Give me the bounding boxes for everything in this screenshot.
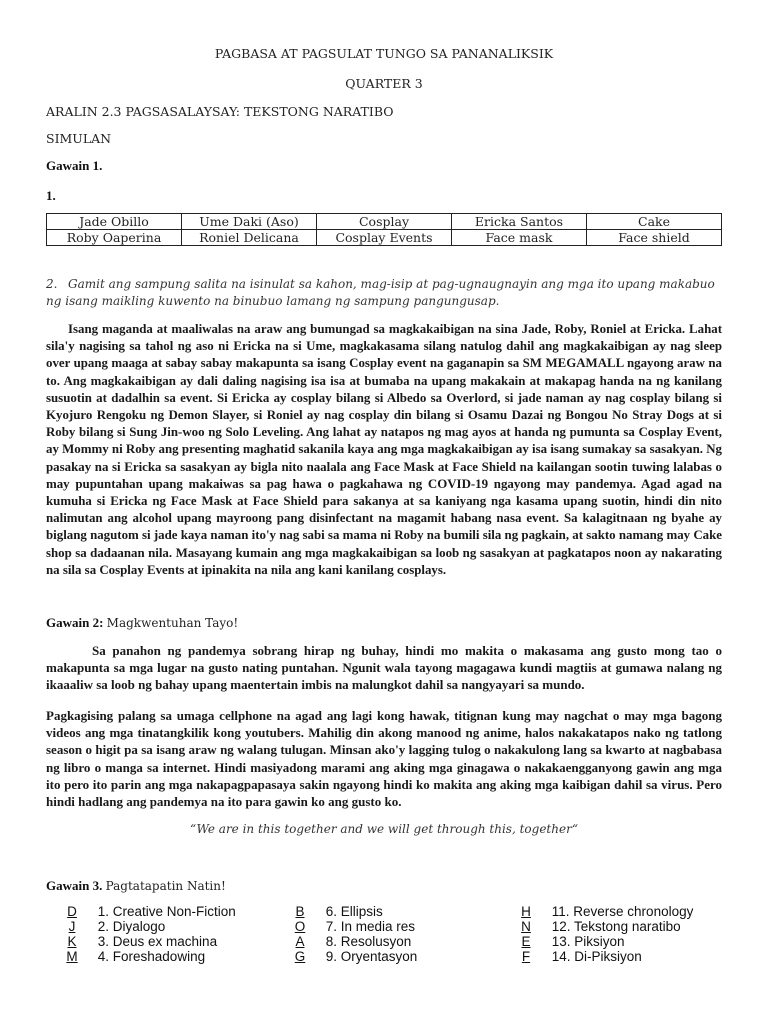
table-cell: Face mask (452, 230, 587, 246)
simulan-heading: SIMULAN (46, 131, 112, 146)
aralin-heading: ARALIN 2.3 PAGSASALAYSAY: TEKSTONG NARATIBO (46, 104, 394, 119)
list-item (278, 904, 417, 919)
list-item (504, 919, 693, 934)
item-text: 9. Oryentasyon (325, 949, 418, 964)
gawain2-paragraph-1: Sa panahon ng pandemya sobrang hirap ng buhay, hindi mo makita o makasama ang gusto mong tao o makapunta sa mga lugar na gusto nating puntahan. Ngunit wala tayong magagawa kundi magtiis at gumawa nalang ng ikaaaliw sa loob ng bahay upang maentertain imbis na malungkot dahil sa nangyayari sa mundo. (46, 643, 722, 693)
table-cell: Roniel Delicana (182, 230, 317, 246)
gawain1-label: Gawain 1. (46, 158, 103, 173)
matching-column-1 (50, 904, 236, 964)
gawain3-heading (46, 878, 226, 894)
gawain3-subtitle: Pagtatapatin Natin! (105, 879, 226, 893)
item-text: 6. Ellipsis (325, 904, 383, 919)
matching-column-3 (504, 904, 693, 964)
table-row (47, 214, 722, 230)
answer-blank: A (295, 934, 305, 949)
gawain2-label: Gawain 2: (46, 615, 104, 630)
gawain2-paragraph-2: Pagkagising palang sa umaga cellphone na agad ang lagi kong hawak, titignan kung may nagchat o may mga bagong videos ang mga tinatangkilik kong youtubers. Mahilig din akong manood ng anime, halos nakakatapos nako ng tatlong season o higit pa sa isang araw ng walang tulugan. Minsan ako'y lagging tulog o nakakulong lang sa kwarto at nagbabasa ng libro o manga sa internet. Hindi masiyadong marami ang aking mga ginagawa o nakakaengganyong gawin ang mga ito pero ito parin ang mga nakapagpapasaya sakin ngayong hindi ko makita ang aking mga kaibigan dahil sa virus. Pero hindi hadlang ang pandemya na ito para gawin ko ang gusto ko. (46, 708, 722, 810)
gawain1-item1-number: 1. (46, 188, 56, 203)
table-cell: Ume Daki (Aso) (182, 214, 317, 230)
list-item (50, 949, 236, 964)
table-cell: Cosplay Events (317, 230, 452, 246)
item-text: 2. Diyalogo (97, 919, 166, 934)
answer-blank: M (66, 949, 78, 964)
answer-blank: D (67, 904, 77, 919)
list-item (504, 904, 693, 919)
matching-column-2 (278, 904, 417, 964)
table-row (47, 230, 722, 246)
item-text: 12. Tekstong naratibo (551, 919, 681, 934)
table-cell: Ericka Santos (452, 214, 587, 230)
list-item (50, 904, 236, 919)
answer-blank: K (67, 934, 77, 949)
list-item (278, 919, 417, 934)
table-cell: Jade Obillo (47, 214, 182, 230)
list-item (278, 949, 417, 964)
quarter-label: QUARTER 3 (345, 76, 423, 91)
table-cell: Cake (587, 214, 722, 230)
document-title: PAGBASA AT PAGSULAT TUNGO SA PANANALIKSIK (214, 46, 554, 61)
word-table (46, 213, 722, 246)
gawain2-subtitle: Magkwentuhan Tayo! (106, 616, 239, 630)
item-text: 13. Piksiyon (551, 934, 625, 949)
list-item (50, 934, 236, 949)
answer-blank: E (521, 934, 531, 949)
gawain2-heading (46, 615, 238, 631)
item-text: 1. Creative Non-Fiction (97, 904, 236, 919)
item-text: 8. Resolusyon (325, 934, 412, 949)
answer-blank: G (294, 949, 306, 964)
gawain1-item2 (46, 276, 722, 310)
answer-blank: B (295, 904, 305, 919)
table-cell: Cosplay (317, 214, 452, 230)
gawain1-item2-instructions: Gamit ang sampung salita na isinulat sa kahon, mag-isip at pag-ugnaugnayin ang mga ito upang makabuo ng isang maikling kuwento na binubuo lamang ng sampung pangungusap. (46, 277, 715, 308)
answer-blank: J (68, 919, 76, 934)
answer-blank: F (521, 949, 531, 964)
list-item (50, 919, 236, 934)
answer-blank: H (521, 904, 531, 919)
list-item (504, 934, 693, 949)
item-text: 3. Deus ex machina (97, 934, 218, 949)
item-text: 11. Reverse chronology (551, 904, 694, 919)
list-item (278, 934, 417, 949)
answer-blank: O (294, 919, 306, 934)
list-item (504, 949, 693, 964)
table-cell: Face shield (587, 230, 722, 246)
item-text: 4. Foreshadowing (97, 949, 206, 964)
gawain3-label: Gawain 3. (46, 878, 103, 893)
answer-blank: N (521, 919, 531, 934)
gawain1-item2-number: 2. (46, 277, 58, 291)
closing-quote: “We are in this together and we will get through this, together“ (190, 822, 578, 836)
item-text: 7. In media res (325, 919, 416, 934)
story-paragraph: Isang maganda at maaliwalas na araw ang bumungad sa magkakaibigan na sina Jade, Roby, Roniel at Ericka. Lahat sila'y nagising sa tahol ng aso ni Ericka na si Ume, magkakasama silang natulog dahil ang magkakaibigan ay nag sleep over upang maaga at sabay sabay makapunta sa isang Cosplay event na gaganapin sa SM MEGAMALL ngayong araw na to. Ang magkakaibigan ay dali daling nagising isa isa at bumaba na upang makakain at makapag handa na ng kanilang susuotin at dadalhin sa event. Si Ericka ay cosplay bilang si Albedo sa Overlord, si jade naman ay nag cosplay bilang si Kyojuro Rengoku ng Demon Slayer, si Roniel ay nag cosplay din bilang si Osamu Dazai ng Bongou No Stray Dogs at si Roby bilang si Sung Jin-woo ng Solo Leveling. Ang lahat ay natapos ng mag ayos at handa ng pumunta sa Cosplay Event, ay Mommy ni Roby ang presenting maghatid sakanila kaya ang mga magkakaibigan ay isa isang sumakay sa sasakyan. Ng pasakay na si Ericka sa sasakyan ay bigla nito naalala ang Face Mask at Face Shield na kailangan sootin tuwing lalabas o may pupuntahan upang makaiwas sa pag hawa o pagkahawa ng COVID-19 ngayong may pandemya. Agad agad na kumuha si Ericka ng Face Mask at Face Shield para sakanya at sa kaniyang nga kasama upang suotin, hindi din nito nalimutan ang alcohol upang mayroong pang disinfectant na magamit habang nasa event. Sa kalagitnaan ng byahe ay biglang nagutom si jade kaya naman ito'y nag sabi sa mama ni Roby na bumili sila ng pagkain, at sakto namang may Cake shop sa dadaanan nila. Masayang kumain ang mga magkakaibigan sa loob ng sasakyan at pagkatapos noon ay nakarating na sila sa Cosplay Events at ipinakita na nila ang kani kanilang cosplays. (46, 322, 722, 577)
item-text: 14. Di-Piksiyon (551, 949, 642, 964)
table-cell: Roby Oaperina (47, 230, 182, 246)
